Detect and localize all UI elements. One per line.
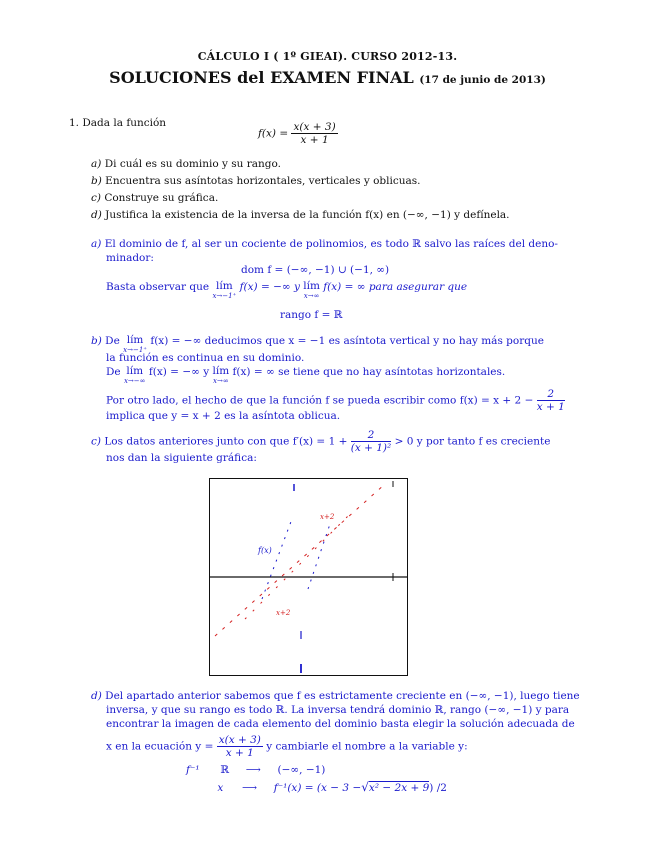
sol-d-line2: inversa, y que su rango es todo ℝ. La inversa tendrá dominio ℝ, rango (−∞, −1) y para (106, 704, 570, 716)
frac-numerator: 2 (351, 429, 391, 442)
task-c (91, 192, 218, 204)
sol-d-line1 (91, 690, 580, 702)
lim-word: lím (216, 280, 233, 292)
sol-b-text3a: f(x) = −∞ y (148, 366, 210, 378)
sol-d-text4a: x en la ecuación y = (106, 740, 214, 753)
sol-b-text1: f(x) = −∞ deducimos que x = −1 es asíntota vertical y no hay más porque (150, 335, 544, 347)
task-label: b) (91, 175, 102, 187)
task-label: d) (91, 209, 102, 221)
sol-a-text1: El dominio de f, al ser un cociente de polinomios, es todo ℝ salvo las raíces del deno- (104, 238, 558, 250)
sol-b-text4: Por otro lado, el hecho de que la función f se pueda escribir como f(x) = x + 2 − (106, 394, 534, 407)
graph-svg (210, 479, 407, 675)
task-d (91, 209, 510, 221)
task-b (91, 175, 420, 187)
map-f: f⁻¹ (186, 764, 200, 776)
sqrt-icon: √ (361, 780, 369, 794)
map-arrow: ⟶ (241, 782, 258, 794)
map-domain: ℝ (220, 764, 230, 776)
sol-c-line2: nos dan la siguiente gráfica: (106, 452, 257, 464)
lim-subscript: x→−∞ (123, 377, 146, 385)
sol-label: c) (91, 435, 101, 448)
exam-title-text: SOLUCIONES del EXAMEN FINAL (109, 68, 414, 87)
map-codomain: (−∞, −1) (277, 764, 326, 776)
exam-date: (17 de junio de 2013) (419, 74, 546, 86)
frac-denominator: x + 1 (225, 747, 254, 759)
sol-a-line2: minador: (106, 252, 154, 264)
sol-b-line3 (106, 366, 505, 386)
problem-intro (69, 117, 166, 129)
map-image-post: ) /2 (429, 782, 447, 794)
fx-lhs: f(x) = (258, 127, 289, 140)
inverse-map-row2 (186, 780, 447, 794)
oblique-asymptote-2 (245, 514, 350, 619)
task-text: Construye su gráfica. (104, 192, 219, 204)
lim-word: lím (212, 365, 230, 377)
frac-numerator: x(x + 3) (218, 734, 261, 746)
sol-label: b) (91, 335, 102, 347)
fx-denominator: x + 1 (300, 134, 329, 146)
oblique-fraction (537, 388, 565, 413)
lim-word: lím (303, 280, 320, 292)
sol-d-line4 (106, 734, 468, 759)
limit-operator (124, 366, 146, 386)
range-formula: rango f = ℝ (280, 309, 343, 321)
sol-label: d) (91, 690, 102, 702)
graph-label-fx: f(x) (258, 546, 272, 555)
sol-c-line1 (91, 429, 550, 454)
lim-subscript: x→∞ (213, 377, 229, 385)
task-text: Justifica la existencia de la inversa de la función f(x) en (−∞, −1) y defínela. (105, 209, 510, 221)
derivative-fraction (351, 429, 391, 454)
sol-d-line3: encontrar la imagen de cada elemento del dominio basta elegir la solución adecuada de (106, 718, 575, 730)
sol-b-line2: la función es continua en su dominio. (106, 352, 305, 364)
map-image-pre: f⁻¹(x) = (x − 3 − (273, 782, 362, 794)
graph-label-asymptote: x+2 (320, 513, 335, 521)
sol-b-de2: De (106, 366, 121, 378)
obs-start: Basta observar que (106, 281, 210, 293)
frac-numerator: 2 (537, 388, 565, 401)
inverse-map-row1 (186, 764, 325, 776)
oblique-asymptote (215, 484, 385, 636)
limit-operator (303, 281, 320, 301)
limit-operator (212, 281, 236, 301)
task-text: Encuentra sus asíntotas horizontales, verticales y oblicuas. (105, 175, 421, 187)
lim-subscript: x→−1⁺ (212, 292, 237, 300)
task-text: Di cuál es su dominio y su rango. (104, 158, 281, 170)
problem-number: 1. (69, 117, 80, 129)
limit-operator (212, 366, 229, 386)
exam-title (0, 68, 655, 87)
frac-denominator: (x + 1)² (350, 442, 392, 454)
sol-b-text3b: f(x) = ∞ se tiene que no hay asíntotas horizontales. (232, 366, 506, 378)
frac-denominator: x + 1 (536, 401, 565, 413)
lim1-expr: f(x) = −∞ y (239, 281, 300, 293)
task-label: a) (91, 158, 102, 170)
map-sqrt: x² − 2x + 9 (368, 782, 430, 794)
task-a (91, 158, 281, 170)
map-x: x (217, 782, 224, 794)
fx-numerator: x(x + 3) (293, 121, 336, 133)
function-graph (209, 478, 408, 676)
lim2-expr: f(x) = ∞ para asegurar que (323, 281, 468, 293)
lim-subscript: x→−1⁺ (123, 346, 147, 354)
fx-fraction (291, 121, 337, 146)
domain-formula: dom f = (−∞, −1) ∪ (−1, ∞) (241, 264, 390, 276)
course-header: CÁLCULO I ( 1º GIEAI). CURSO 2012-13. (197, 50, 458, 63)
lim-subscript: x→∞ (303, 292, 320, 300)
lim-word: lím (126, 365, 144, 377)
lim-word: lím (126, 334, 144, 346)
sol-d-text1: Del apartado anterior sabemos que f es estrictamente creciente en (−∞, −1), luego tiene (105, 690, 580, 702)
problem-intro-text: Dada la función (82, 117, 167, 129)
sol-a-line1 (91, 238, 558, 250)
sol-d-text4b: y cambiarle el nombre a la variable y: (266, 740, 468, 753)
graph-label-asymptote-low: x+2 (276, 609, 291, 617)
sol-c-text1b: > 0 y por tanto f es creciente (394, 435, 551, 448)
function-branch-right (308, 524, 330, 589)
sol-label: a) (91, 238, 102, 250)
sol-b-de: De (105, 335, 120, 347)
inverse-fraction (217, 734, 263, 759)
map-arrow: ⟶ (245, 764, 261, 776)
sol-a-observation (106, 281, 467, 301)
function-definition (258, 121, 338, 146)
task-label: c) (91, 192, 101, 204)
sol-b-line5: implica que y = x + 2 es la asíntota oblicua. (106, 410, 341, 422)
sol-c-text1a: Los datos anteriores junto con que f′(x) = 1 + (104, 435, 348, 448)
